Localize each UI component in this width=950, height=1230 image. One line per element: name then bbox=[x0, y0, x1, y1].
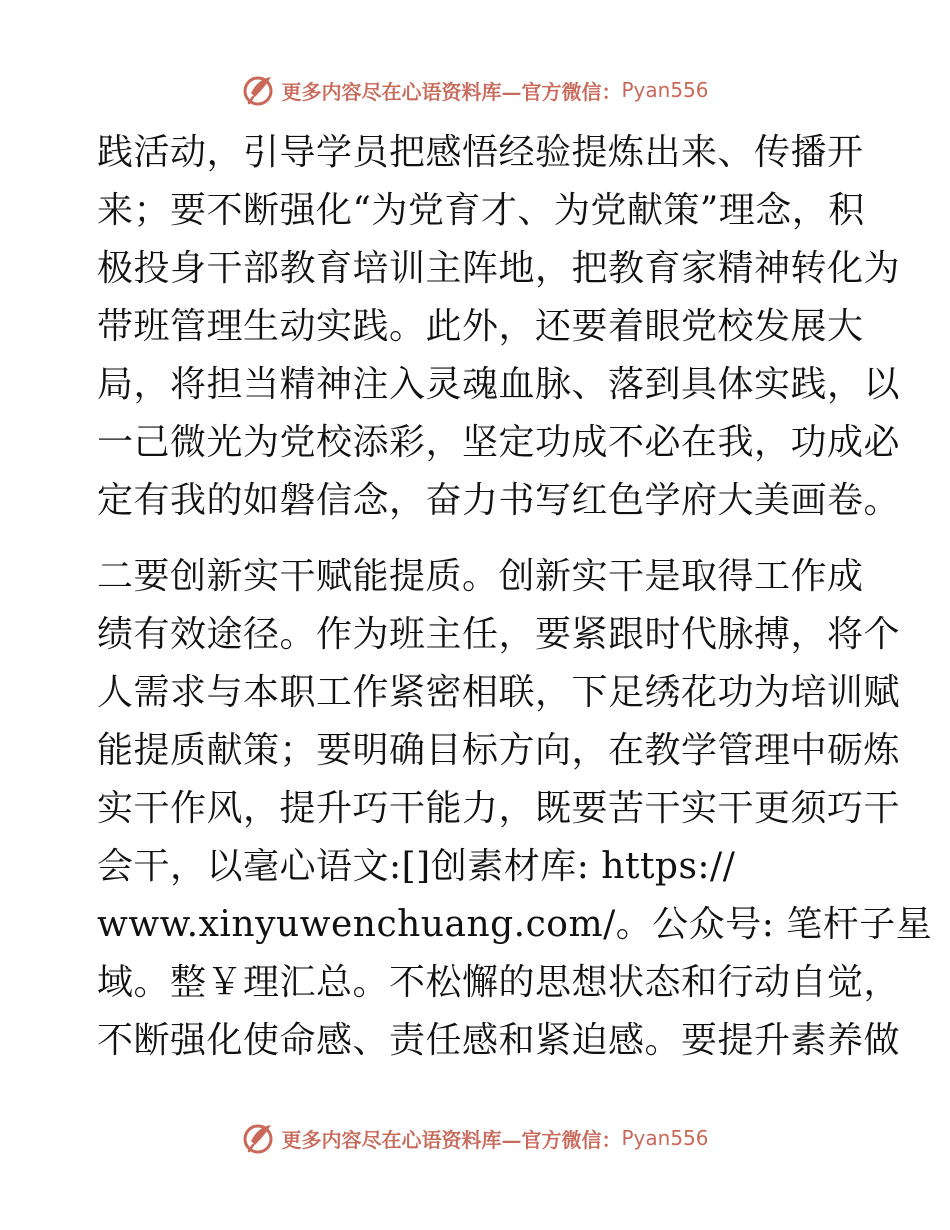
banner-text: 更多内容尽在心语资料库—官方微信： bbox=[281, 79, 622, 104]
paragraph-2 bbox=[97, 548, 933, 1070]
text-line: 极投身干部教育培训主阵地，把教育家精神转化为 bbox=[97, 248, 901, 289]
text-line: 会干，以毫心语文:[]创素材库: https:// bbox=[97, 846, 736, 887]
header-banner bbox=[0, 70, 950, 110]
text-line: www.xinyuwenchuang.com/。公众号: 笔杆子星 bbox=[97, 904, 933, 945]
text-line: 来；要不断强化“为党育才、为党献策”理念，积 bbox=[97, 190, 865, 231]
paragraph-gap bbox=[97, 530, 857, 548]
text-line: 二要创新实干赋能提质。创新实干是取得工作成 bbox=[97, 556, 864, 597]
text-line: 定有我的如磐信念，奋力书写红色学府大美画卷。 bbox=[97, 480, 901, 521]
document-body bbox=[97, 124, 933, 1070]
text-line: 不断强化使命感、责任感和紧迫感。要提升素养做 bbox=[97, 1020, 901, 1061]
text-line: 践活动，引导学员把感悟经验提炼出来、传播开 bbox=[97, 132, 864, 173]
logo-icon bbox=[241, 73, 277, 107]
paragraph-1 bbox=[97, 124, 901, 530]
text-line: 一己微光为党校添彩，坚定功成不必在我，功成必 bbox=[97, 422, 901, 463]
text-line: 带班管理生动实践。此外，还要着眼党校发展大 bbox=[97, 306, 864, 347]
footer-banner bbox=[0, 1118, 950, 1158]
banner-wechat-id: Pyan556 bbox=[621, 78, 709, 102]
text-line: 实干作风，提升巧干能力，既要苦干实干更须巧干 bbox=[97, 788, 901, 829]
text-line: 局，将担当精神注入灵魂血脉、落到具体实践，以 bbox=[97, 364, 901, 405]
banner-wechat-id: Pyan556 bbox=[621, 1126, 709, 1150]
text-line: 域。整￥理汇总。不松懈的思想状态和行动自觉， bbox=[97, 962, 901, 1003]
text-line: 能提质献策；要明确目标方向，在教学管理中砺炼 bbox=[97, 730, 901, 771]
banner-text: 更多内容尽在心语资料库—官方微信： bbox=[281, 1127, 622, 1152]
logo-icon bbox=[241, 1121, 277, 1155]
text-line: 人需求与本职工作紧密相联，下足绣花功为培训赋 bbox=[97, 672, 901, 713]
text-line: 绩有效途径。作为班主任，要紧跟时代脉搏，将个 bbox=[97, 614, 901, 655]
